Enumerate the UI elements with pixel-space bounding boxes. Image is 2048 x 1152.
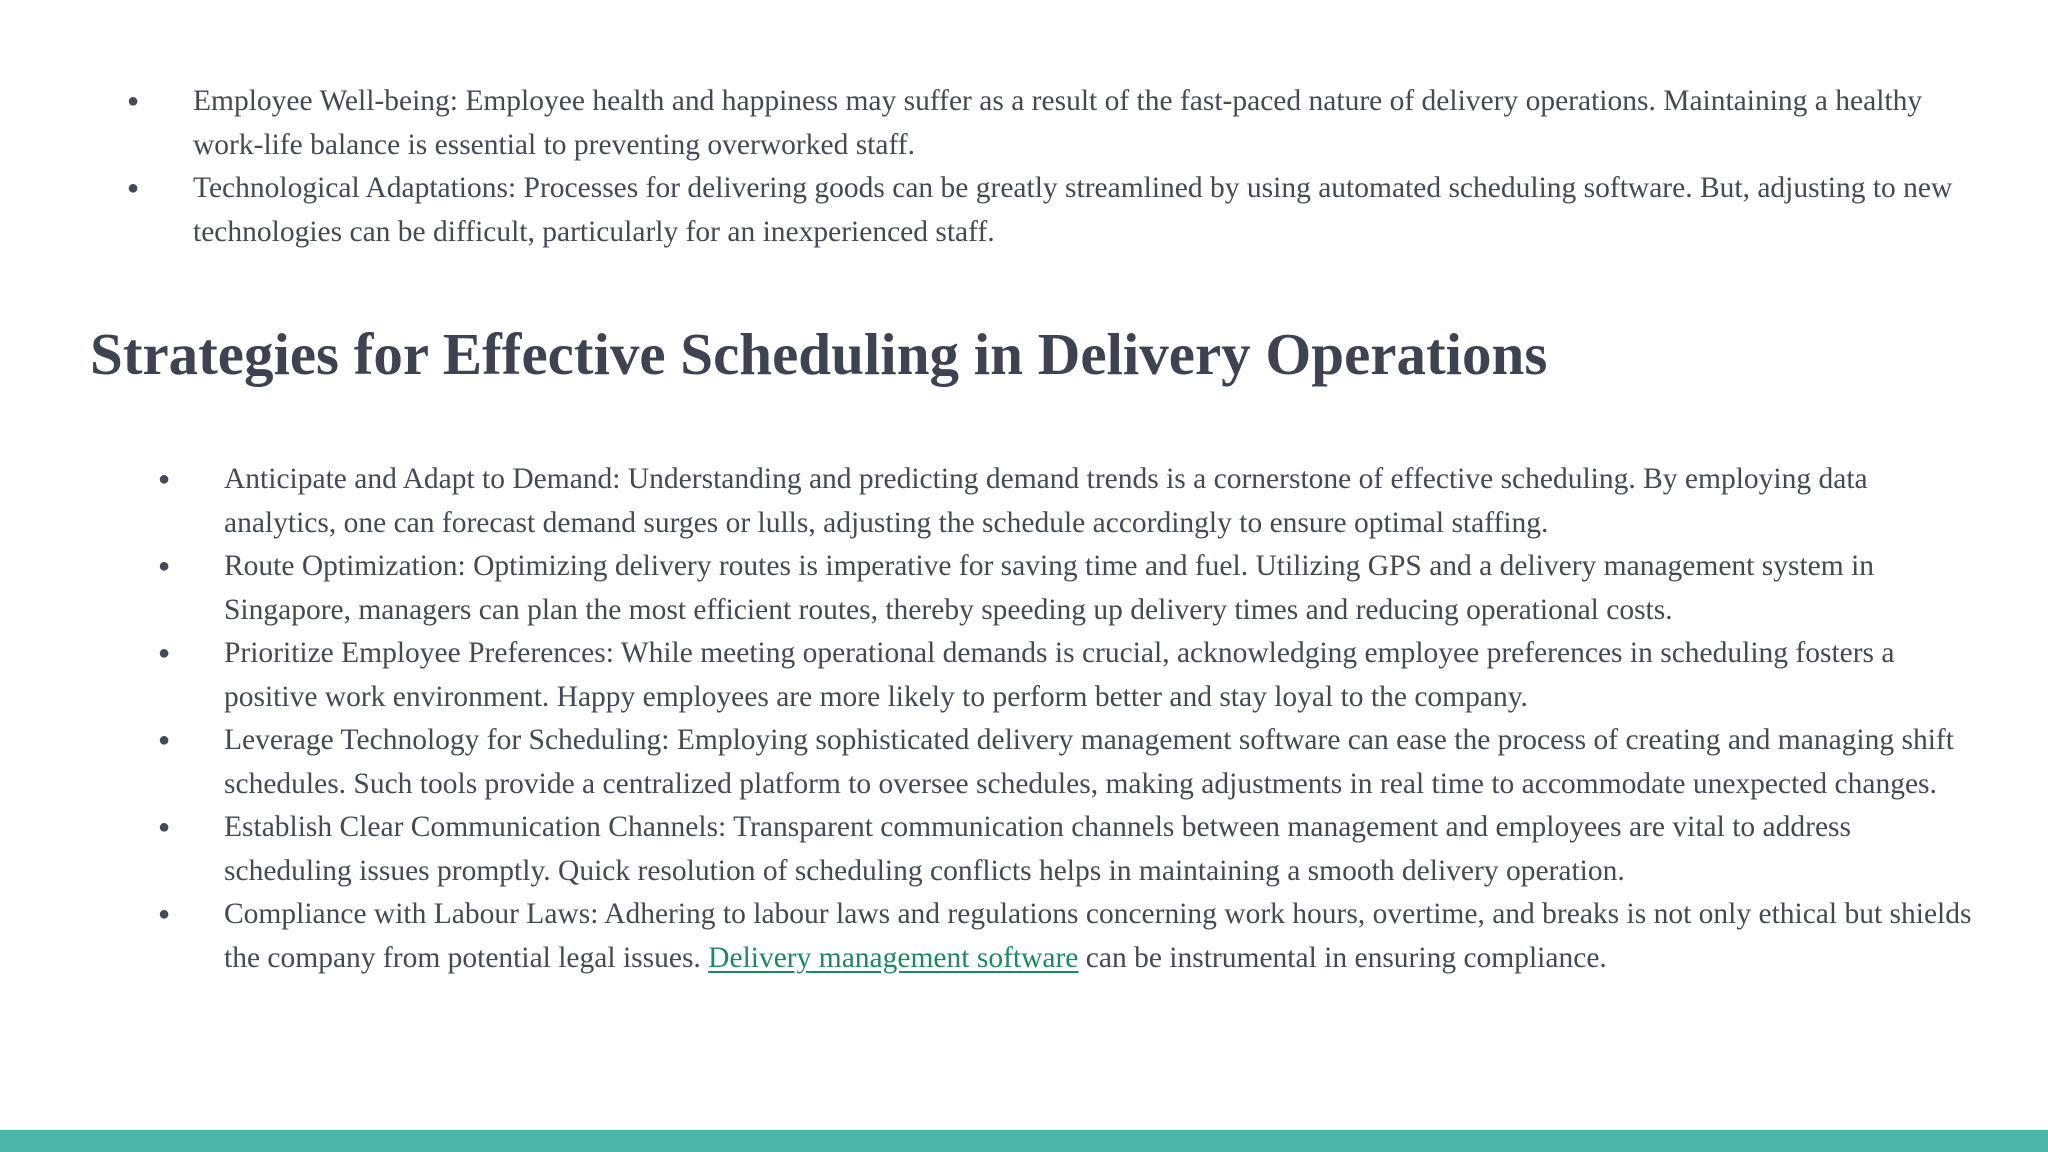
bullet-icon: ●	[158, 903, 171, 925]
bullet-icon: ●	[158, 642, 171, 664]
bullet-icon: ●	[127, 177, 140, 199]
bullet-icon: ●	[158, 468, 171, 490]
list-item	[158, 632, 1984, 719]
list-item-text: Route Optimization: Optimizing delivery routes is imperative for saving time and fuel. Utilizing GPS and a delivery management system in Singapore, managers can plan the most efficient routes, thereby speeding up delivery times and reducing operational costs.	[224, 550, 1875, 626]
bullet-icon: ●	[158, 555, 171, 577]
list-item-text: Establish Clear Communication Channels: Transparent communication channels between management and employees are vital to address scheduling issues promptly. Quick resolution of scheduling conflicts helps in maintaining a smooth delivery operation.	[224, 811, 1851, 887]
top-bullet-list	[127, 80, 1953, 254]
list-item-text: Employee Well-being: Employee health and happiness may suffer as a result of the fast-paced nature of delivery operations. Maintaining a healthy work-life balance is essential to preventing overworked staff.	[193, 85, 1923, 161]
list-item	[158, 719, 1984, 806]
list-item	[127, 80, 1953, 167]
section-heading: Strategies for Effective Scheduling in Delivery Operations	[90, 321, 1548, 387]
list-item-text-before-link: Compliance with Labour Laws: Adhering to labour laws and regulations concerning work hours, overtime, and breaks is not only ethical but shields the company from potential legal issues.	[224, 898, 1972, 974]
bullet-icon: ●	[158, 816, 171, 838]
delivery-management-software-link[interactable]: Delivery management software	[708, 941, 1079, 974]
list-item-text: Leverage Technology for Scheduling: Employing sophisticated delivery management software can ease the process of creating and managing shift schedules. Such tools provide a centralized platform to oversee schedules, making adjustments in real time to accommodate unexpected changes.	[224, 724, 1954, 800]
list-item-text-after-link: can be instrumental in ensuring compliance.	[1078, 941, 1607, 974]
list-item-text: Anticipate and Adapt to Demand: Understanding and predicting demand trends is a cornerstone of effective scheduling. By employing data analytics, one can forecast demand surges or lulls, adjusting the schedule accordingly to ensure optimal staffing.	[224, 463, 1868, 539]
strategies-list	[158, 458, 1984, 980]
list-item-text: Technological Adaptations: Processes for delivering goods can be greatly streamlined by using automated scheduling software. But, adjusting to new technologies can be difficult, particularly for an inexperienced staff.	[193, 172, 1953, 248]
list-item	[158, 545, 1984, 632]
bullet-icon: ●	[158, 729, 171, 751]
list-item	[127, 167, 1953, 254]
list-item	[158, 893, 1984, 980]
list-item	[158, 458, 1984, 545]
bullet-icon: ●	[127, 90, 140, 112]
footer-accent-bar	[0, 1130, 2048, 1152]
list-item-text: Prioritize Employee Preferences: While meeting operational demands is crucial, acknowledging employee preferences in scheduling fosters a positive work environment. Happy employees are more likely to perform better and stay loyal to the company.	[224, 637, 1895, 713]
list-item	[158, 806, 1984, 893]
